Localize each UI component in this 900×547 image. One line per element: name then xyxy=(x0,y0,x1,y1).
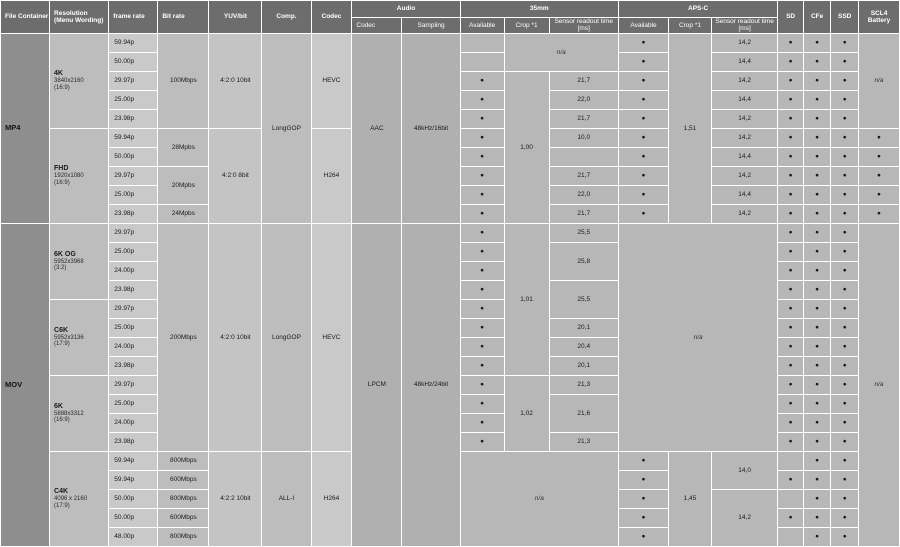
cell-cfe: ● xyxy=(803,375,831,394)
resolution-ratio: (16:9) xyxy=(54,179,70,186)
cell-cfe: ● xyxy=(803,394,831,413)
cell-sd: ● xyxy=(778,128,804,147)
cell-frame-rate: 48.00p xyxy=(109,527,158,546)
cell-sd: ● xyxy=(778,470,804,489)
cell-resolution xyxy=(50,299,109,375)
cell-sd: ● xyxy=(778,432,804,451)
cell-35mm-available: ● xyxy=(460,261,504,280)
th-yuv: YUV/bit xyxy=(209,1,262,34)
cell-cfe: ● xyxy=(803,166,831,185)
resolution-name: C4K xyxy=(54,488,69,496)
cell-35mm-available xyxy=(460,52,504,71)
cell-resolution xyxy=(50,223,109,299)
table-row xyxy=(1,33,900,52)
cell-cfe: ● xyxy=(803,128,831,147)
cell-codec: HEVC xyxy=(311,33,352,128)
th-sd: SD xyxy=(778,1,804,34)
cell-35mm-sensor-readout: 22,0 xyxy=(549,90,618,109)
resolution-dimensions: 5952x3136 xyxy=(54,334,84,341)
cell-frame-rate: 29.97p xyxy=(109,166,158,185)
cell-comp: ALL-I xyxy=(262,451,311,546)
resolution-name: C6K xyxy=(54,326,69,334)
cell-cfe: ● xyxy=(803,242,831,261)
cell-35mm-available: ● xyxy=(460,280,504,299)
cell-sd: ● xyxy=(778,299,804,318)
cell-ssd: ● xyxy=(831,356,859,375)
cell-apsc-available: ● xyxy=(618,470,668,489)
cell-35mm-available: ● xyxy=(460,71,504,90)
cell-35mm-na: n/a xyxy=(504,33,618,71)
cell-frame-rate: 24.00p xyxy=(109,261,158,280)
cell-apsc-sensor-readout: 14,2 xyxy=(711,166,777,185)
th-codec: Codec xyxy=(311,1,352,34)
cell-ssd: ● xyxy=(831,451,859,470)
cell-cfe: ● xyxy=(803,71,831,90)
cell-comp: LongGOP xyxy=(262,223,311,451)
cell-bit-rate: 100Mbps xyxy=(158,33,209,128)
cell-ssd: ● xyxy=(831,128,859,147)
cell-frame-rate: 23.98p xyxy=(109,204,158,223)
cell-cfe: ● xyxy=(803,109,831,128)
th-ssd: SSD xyxy=(831,1,859,34)
cell-35mm-available: ● xyxy=(460,128,504,147)
cell-35mm-sensor-readout: 20,1 xyxy=(549,318,618,337)
cell-frame-rate: 25.00p xyxy=(109,318,158,337)
cell-apsc-available: ● xyxy=(618,185,668,204)
cell-ssd: ● xyxy=(831,147,859,166)
cell-apsc-sensor-readout: 14,0 xyxy=(711,451,777,489)
cell-sd: ● xyxy=(778,394,804,413)
resolution-ratio: (16:9) xyxy=(54,84,70,91)
cell-sd: ● xyxy=(778,356,804,375)
cell-35mm-available: ● xyxy=(460,432,504,451)
cell-bit-rate: 200Mbps xyxy=(158,223,209,451)
cell-file-container: MOV xyxy=(1,223,50,546)
cell-35mm-sensor-readout: 21,7 xyxy=(549,166,618,185)
cell-35mm-available: ● xyxy=(460,299,504,318)
cell-ssd: ● xyxy=(831,71,859,90)
cell-ssd: ● xyxy=(831,489,859,508)
cell-cfe: ● xyxy=(803,451,831,470)
cell-cfe: ● xyxy=(803,489,831,508)
cell-frame-rate: 59.94p xyxy=(109,470,158,489)
cell-yuv: 4:2:0 10bit xyxy=(209,223,262,451)
cell-sd xyxy=(778,527,804,546)
cell-battery-na: n/a xyxy=(859,223,900,546)
cell-ssd: ● xyxy=(831,394,859,413)
th-file-container: File Container xyxy=(1,1,50,34)
cell-frame-rate: 24.00p xyxy=(109,413,158,432)
cell-ssd: ● xyxy=(831,318,859,337)
resolution-name: 6K OG xyxy=(54,250,76,258)
th-group-audio: Audio xyxy=(352,1,460,18)
cell-sd xyxy=(778,489,804,508)
cell-35mm-available: ● xyxy=(460,166,504,185)
cell-frame-rate: 23.98p xyxy=(109,432,158,451)
resolution-ratio: (3:2) xyxy=(54,265,67,272)
th-35mm-crop: Crop *1 xyxy=(504,18,549,34)
cell-cfe: ● xyxy=(803,52,831,71)
resolution-name: FHD xyxy=(54,165,69,173)
cell-apsc-crop: 1,51 xyxy=(669,33,712,223)
cell-apsc-available: ● xyxy=(618,451,668,470)
cell-cfe: ● xyxy=(803,432,831,451)
table-header xyxy=(1,1,900,34)
cell-35mm-crop: 1,00 xyxy=(504,71,549,223)
resolution-dimensions: 5888x3312 xyxy=(54,410,84,417)
cell-file-container: MP4 xyxy=(1,33,50,223)
th-scl4-battery: SCL4 Battery xyxy=(859,1,900,34)
resolution-ratio: (16:9) xyxy=(54,417,70,424)
resolution-name: 6K xyxy=(54,402,63,410)
cell-frame-rate: 24.00p xyxy=(109,337,158,356)
cell-35mm-available: ● xyxy=(460,394,504,413)
cell-cfe: ● xyxy=(803,147,831,166)
cell-ssd: ● xyxy=(831,33,859,52)
cell-sd: ● xyxy=(778,166,804,185)
cell-35mm-crop: 1,02 xyxy=(504,375,549,451)
cell-35mm-na: n/a xyxy=(460,451,618,546)
cell-apsc-available: ● xyxy=(618,71,668,90)
cell-apsc-sensor-readout: 14,4 xyxy=(711,52,777,71)
cell-sd: ● xyxy=(778,71,804,90)
resolution-name: 4K xyxy=(54,70,63,78)
cell-apsc-sensor-readout: 14,2 xyxy=(711,128,777,147)
cell-apsc-available: ● xyxy=(618,33,668,52)
resolution-dimensions: 1920x1080 xyxy=(54,173,84,180)
cell-apsc-sensor-readout: 14,2 xyxy=(711,204,777,223)
cell-sd: ● xyxy=(778,33,804,52)
cell-ssd: ● xyxy=(831,470,859,489)
cell-apsc-sensor-readout: 14,2 xyxy=(711,71,777,90)
cell-yuv: 4:2:0 8bit xyxy=(209,128,262,223)
cell-frame-rate: 59.94p xyxy=(109,451,158,470)
cell-35mm-available: ● xyxy=(460,375,504,394)
cell-cfe: ● xyxy=(803,527,831,546)
cell-35mm-available: ● xyxy=(460,109,504,128)
cell-ssd: ● xyxy=(831,166,859,185)
th-group-35mm: 35mm xyxy=(460,1,618,18)
cell-cfe: ● xyxy=(803,470,831,489)
cell-frame-rate: 29.97p xyxy=(109,71,158,90)
cell-frame-rate: 59.94p xyxy=(109,128,158,147)
cell-yuv: 4:2:2 10bit xyxy=(209,451,262,546)
cell-ssd: ● xyxy=(831,280,859,299)
cell-apsc-available: ● xyxy=(618,128,668,147)
th-audio-sampling: Sampling xyxy=(402,18,460,34)
cell-apsc-crop: 1,45 xyxy=(669,451,712,546)
th-frame-rate: frame rate xyxy=(109,1,158,34)
cell-resolution xyxy=(50,33,109,128)
cell-apsc-available: ● xyxy=(618,147,668,166)
cell-sd: ● xyxy=(778,280,804,299)
cell-bit-rate: 600Mbps xyxy=(158,470,209,489)
cell-35mm-available xyxy=(460,33,504,52)
cell-battery: ● xyxy=(859,204,900,223)
cell-35mm-sensor-readout: 25,8 xyxy=(549,242,618,280)
cell-ssd: ● xyxy=(831,508,859,527)
th-35mm-available: Available xyxy=(460,18,504,34)
cell-resolution xyxy=(50,451,109,546)
table-row xyxy=(1,223,900,242)
cell-bit-rate: 20Mpbs xyxy=(158,166,209,204)
cell-ssd: ● xyxy=(831,413,859,432)
cell-frame-rate: 29.97p xyxy=(109,299,158,318)
cell-sd: ● xyxy=(778,375,804,394)
cell-battery: ● xyxy=(859,128,900,147)
cell-cfe: ● xyxy=(803,299,831,318)
th-apsc-sensor-readout: Sensor readout time [ms] xyxy=(711,18,777,34)
resolution-ratio: (17:9) xyxy=(54,502,70,509)
cell-bit-rate: 24Mpbs xyxy=(158,204,209,223)
cell-frame-rate: 50.00p xyxy=(109,147,158,166)
th-apsc-available: Available xyxy=(618,18,668,34)
cell-35mm-sensor-readout: 21,7 xyxy=(549,109,618,128)
cell-ssd: ● xyxy=(831,375,859,394)
cell-35mm-sensor-readout: 21,7 xyxy=(549,204,618,223)
cell-frame-rate: 59.94p xyxy=(109,33,158,52)
cell-battery: ● xyxy=(859,185,900,204)
cell-35mm-available: ● xyxy=(460,185,504,204)
cell-battery: ● xyxy=(859,147,900,166)
cell-frame-rate: 29.97p xyxy=(109,223,158,242)
cell-audio-codec: LPCM xyxy=(352,223,402,546)
cell-frame-rate: 25.00p xyxy=(109,394,158,413)
cell-apsc-available: ● xyxy=(618,166,668,185)
cell-cfe: ● xyxy=(803,413,831,432)
cell-apsc-available: ● xyxy=(618,109,668,128)
cell-ssd: ● xyxy=(831,90,859,109)
cell-codec: H264 xyxy=(311,451,352,546)
cell-ssd: ● xyxy=(831,337,859,356)
cell-apsc-sensor-readout: 14,4 xyxy=(711,185,777,204)
cell-frame-rate: 29.97p xyxy=(109,375,158,394)
cell-frame-rate: 25.00p xyxy=(109,242,158,261)
cell-yuv: 4:2:0 10bit xyxy=(209,33,262,128)
th-cfe: CFe xyxy=(803,1,831,34)
th-comp: Comp. xyxy=(262,1,311,34)
cell-35mm-sensor-readout: 21,3 xyxy=(549,375,618,394)
cell-35mm-available: ● xyxy=(460,204,504,223)
cell-frame-rate: 23.98p xyxy=(109,109,158,128)
cell-apsc-sensor-readout: 14,4 xyxy=(711,90,777,109)
header-row-groups xyxy=(1,1,900,18)
cell-sd: ● xyxy=(778,109,804,128)
cell-apsc-sensor-readout: 14,4 xyxy=(711,147,777,166)
cell-ssd: ● xyxy=(831,109,859,128)
cell-35mm-available: ● xyxy=(460,223,504,242)
cell-sd: ● xyxy=(778,185,804,204)
cell-cfe: ● xyxy=(803,356,831,375)
cell-35mm-available: ● xyxy=(460,90,504,109)
cell-bit-rate: 28Mpbs xyxy=(158,128,209,166)
cell-sd: ● xyxy=(778,90,804,109)
cell-bit-rate: 800Mbps xyxy=(158,451,209,470)
cell-cfe: ● xyxy=(803,280,831,299)
th-35mm-sensor-readout: Sensor readout time [ms] xyxy=(549,18,618,34)
cell-resolution xyxy=(50,128,109,223)
th-audio-codec: Codec xyxy=(352,18,402,34)
cell-codec: H264 xyxy=(311,128,352,223)
cell-frame-rate: 25.00p xyxy=(109,90,158,109)
resolution-dimensions: 3840x2160 xyxy=(54,78,84,85)
cell-bit-rate: 800Mbps xyxy=(158,489,209,508)
cell-sd: ● xyxy=(778,204,804,223)
cell-apsc-sensor-readout: 14,2 xyxy=(711,109,777,128)
cell-35mm-sensor-readout: 10,0 xyxy=(549,128,618,147)
cell-apsc-available: ● xyxy=(618,527,668,546)
cell-frame-rate: 50.00p xyxy=(109,52,158,71)
cell-ssd: ● xyxy=(831,299,859,318)
cell-frame-rate: 23.98p xyxy=(109,280,158,299)
cell-cfe: ● xyxy=(803,337,831,356)
cell-frame-rate: 50.00p xyxy=(109,489,158,508)
cell-35mm-available: ● xyxy=(460,242,504,261)
cell-35mm-sensor-readout: 21,6 xyxy=(549,394,618,432)
cell-apsc-available: ● xyxy=(618,90,668,109)
cell-ssd: ● xyxy=(831,185,859,204)
cell-35mm-sensor-readout: 21,7 xyxy=(549,71,618,90)
cell-sd: ● xyxy=(778,52,804,71)
cell-35mm-sensor-readout: 25,5 xyxy=(549,280,618,318)
cell-bit-rate: 800Mbps xyxy=(158,527,209,546)
th-apsc-crop: Crop *1 xyxy=(669,18,712,34)
table-body xyxy=(1,33,900,546)
cell-ssd: ● xyxy=(831,204,859,223)
resolution-dimensions: 5952x3968 xyxy=(54,258,84,265)
cell-frame-rate: 23.98p xyxy=(109,356,158,375)
cell-sd: ● xyxy=(778,318,804,337)
cell-audio-sampling: 48kHz/24bit xyxy=(402,223,460,546)
cell-apsc-na: n/a xyxy=(618,223,777,451)
cell-sd: ● xyxy=(778,242,804,261)
cell-comp: LongGOP xyxy=(262,33,311,223)
cell-35mm-sensor-readout: 20,4 xyxy=(549,337,618,356)
cell-35mm-sensor-readout: 22,0 xyxy=(549,185,618,204)
cell-resolution xyxy=(50,375,109,451)
cell-audio-codec: AAC xyxy=(352,33,402,223)
cell-apsc-sensor-readout: 14,2 xyxy=(711,33,777,52)
cell-ssd: ● xyxy=(831,527,859,546)
cell-cfe: ● xyxy=(803,261,831,280)
cell-sd: ● xyxy=(778,147,804,166)
cell-ssd: ● xyxy=(831,52,859,71)
cell-35mm-available: ● xyxy=(460,337,504,356)
cell-35mm-available: ● xyxy=(460,318,504,337)
cell-cfe: ● xyxy=(803,318,831,337)
cell-sd: ● xyxy=(778,413,804,432)
cell-cfe: ● xyxy=(803,508,831,527)
cell-cfe: ● xyxy=(803,33,831,52)
cell-cfe: ● xyxy=(803,185,831,204)
cell-35mm-available: ● xyxy=(460,413,504,432)
cell-ssd: ● xyxy=(831,223,859,242)
th-resolution: Resolution (Menu Wording) xyxy=(50,1,109,34)
resolution-dimensions: 4096 x 2160 xyxy=(54,496,88,503)
cell-35mm-available: ● xyxy=(460,147,504,166)
cell-audio-sampling: 48kHz/16bit xyxy=(402,33,460,223)
cell-cfe: ● xyxy=(803,204,831,223)
cell-35mm-sensor-readout xyxy=(549,147,618,166)
cell-sd: ● xyxy=(778,508,804,527)
cell-ssd: ● xyxy=(831,432,859,451)
th-group-apsc: APS-C xyxy=(618,1,777,18)
cell-apsc-available: ● xyxy=(618,489,668,508)
cell-apsc-available: ● xyxy=(618,204,668,223)
cell-frame-rate: 25.00p xyxy=(109,185,158,204)
cell-35mm-sensor-readout: 20,1 xyxy=(549,356,618,375)
cell-bit-rate: 600Mbps xyxy=(158,508,209,527)
cell-apsc-sensor-readout: 14,2 xyxy=(711,489,777,546)
cell-battery: ● xyxy=(859,166,900,185)
cell-sd: ● xyxy=(778,337,804,356)
cell-35mm-sensor-readout: 25,5 xyxy=(549,223,618,242)
cell-apsc-available: ● xyxy=(618,52,668,71)
cell-cfe: ● xyxy=(803,90,831,109)
cell-frame-rate: 50.00p xyxy=(109,508,158,527)
cell-ssd: ● xyxy=(831,242,859,261)
cell-codec: HEVC xyxy=(311,223,352,451)
cell-cfe: ● xyxy=(803,223,831,242)
cell-35mm-available: ● xyxy=(460,356,504,375)
cell-apsc-available: ● xyxy=(618,508,668,527)
cell-35mm-sensor-readout: 21,3 xyxy=(549,432,618,451)
cell-sd xyxy=(778,451,804,470)
cell-battery-na: n/a xyxy=(859,33,900,128)
cell-35mm-crop: 1,01 xyxy=(504,223,549,375)
cell-sd: ● xyxy=(778,223,804,242)
th-bit-rate: Bit rate xyxy=(158,1,209,34)
resolution-ratio: (17:9) xyxy=(54,341,70,348)
cell-ssd: ● xyxy=(831,261,859,280)
cell-sd: ● xyxy=(778,261,804,280)
